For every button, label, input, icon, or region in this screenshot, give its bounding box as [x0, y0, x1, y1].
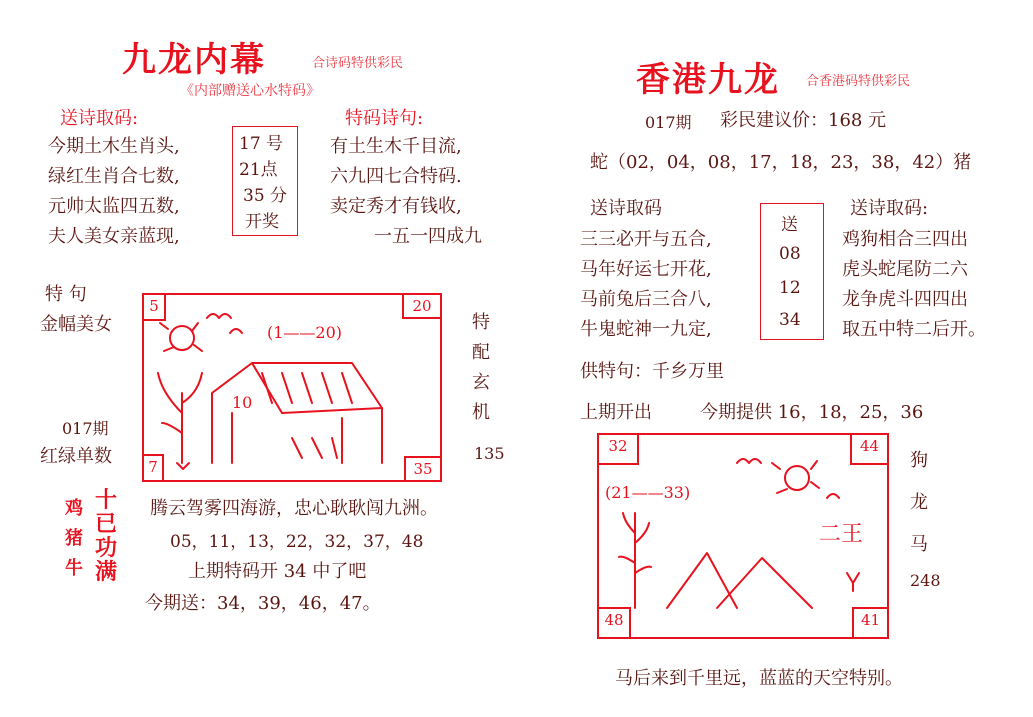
special-line: 一五一四成九: [374, 226, 482, 247]
corner-bl: 48: [597, 607, 631, 639]
left-special-poem: [330, 132, 482, 252]
right-number: 248: [910, 571, 941, 590]
draw-time-box: [232, 126, 298, 236]
left-poem: [48, 132, 180, 252]
mountain-right: [717, 558, 812, 608]
today-send: 今期送：34，39，46，47。: [145, 593, 381, 614]
sketch-character: 二王: [819, 522, 864, 547]
te-label: 特 句: [45, 284, 87, 305]
draw-hour: 21点: [239, 160, 278, 180]
zodiac-list: 鸡 猪 牛: [65, 498, 83, 579]
send-box: 送 08 12 34: [760, 203, 824, 340]
birds: [737, 459, 839, 498]
special-line: 六九四七合特码.: [330, 166, 462, 187]
special-line: 卖定秀才有钱收,: [330, 196, 462, 217]
plant: [619, 513, 651, 608]
left-right-vertical: 特 配 玄 机: [472, 312, 490, 423]
right-poem-head-left: 送诗取码: [590, 198, 662, 219]
verse: 腾云驾雾四海游，忠心耿耿闯九洲。: [150, 498, 438, 519]
left-poem-line: 夫人美女亲蓝现,: [48, 226, 180, 247]
left-right-number: 135: [474, 444, 505, 463]
left-poem-head: 送诗取码:: [60, 108, 139, 129]
left-poem-line: 元帅太监四五数,: [48, 196, 180, 217]
mountain-left: [667, 553, 737, 608]
left-special-head: 特码诗句:: [345, 108, 424, 129]
left-poem-line: 绿红生肖合七数,: [48, 166, 180, 187]
corner-br: 35: [404, 456, 442, 482]
right-poem-head-right: 送诗取码:: [850, 198, 929, 219]
sun-rays: [160, 323, 202, 351]
special-phrase: 供特句：千乡万里: [580, 361, 724, 382]
left-issue: 017期: [62, 419, 109, 438]
special-line: 有土生木千目流,: [330, 136, 462, 157]
left-subtitle: 《内部赠送心水特码》: [180, 83, 320, 99]
left-title: 九龙内幕: [122, 40, 266, 80]
right-poem-left: 三三必开与五合, 马年好运七开花, 马前兔后三合八, 牛鬼蛇神一九定,: [580, 229, 712, 340]
right-poem-right: 鸡狗相合三四出 虎头蛇尾防二六 龙争虎斗四四出 取五中特二后开。: [842, 229, 986, 340]
te-phrase: 金幅美女: [40, 314, 112, 335]
corner-tr: 44: [850, 433, 889, 465]
left-poem-line: 今期土木生肖头,: [48, 136, 180, 157]
number-list: 05，11，13，22，32，37，48: [170, 532, 424, 552]
draw-minute: 35 分: [243, 186, 288, 206]
sketch-range: (1——20): [267, 323, 343, 342]
right-title-note: 合香港码特供彩民: [806, 74, 911, 89]
birds: [207, 314, 242, 333]
corner-br: 41: [852, 607, 889, 639]
right-title: 香港九龙: [636, 60, 780, 100]
right-sketch-drawing: [597, 433, 885, 635]
last-open: 上期开出: [580, 402, 652, 423]
snake-pig-line: 蛇（02，04，08，17，18，23，38，42）猪: [590, 152, 972, 173]
sketch-number: 10: [232, 393, 253, 412]
sun-shape: [785, 466, 809, 490]
right-issue: 017期: [645, 113, 692, 132]
corner-bl: 7: [142, 454, 164, 482]
sketch-range: (21——33): [605, 483, 691, 502]
corner-tl: 32: [597, 433, 639, 465]
last-result: 上期特码开 34 中了吧: [188, 561, 367, 582]
draw-date: 17 号: [239, 134, 284, 154]
right-zodiac-vertical: 狗 龙 马: [910, 450, 928, 555]
footer-verse: 马后来到千里远，蓝蓝的天空特别。: [615, 668, 903, 689]
big-chars: 十 已 功 满: [95, 487, 118, 585]
corner-tr: 20: [402, 293, 442, 319]
left-title-note: 合诗码特供彩民: [312, 56, 404, 71]
draw-label: 开奖: [245, 212, 279, 232]
price-label: 彩民建议价：168 元: [720, 110, 887, 131]
left-sketch-drawing: [142, 293, 438, 478]
red-green-label: 红绿单数: [40, 446, 112, 467]
tree: [158, 373, 202, 463]
today-provide: 今期提供 16，18，25，36: [700, 402, 924, 423]
corner-tl: 5: [142, 293, 166, 321]
